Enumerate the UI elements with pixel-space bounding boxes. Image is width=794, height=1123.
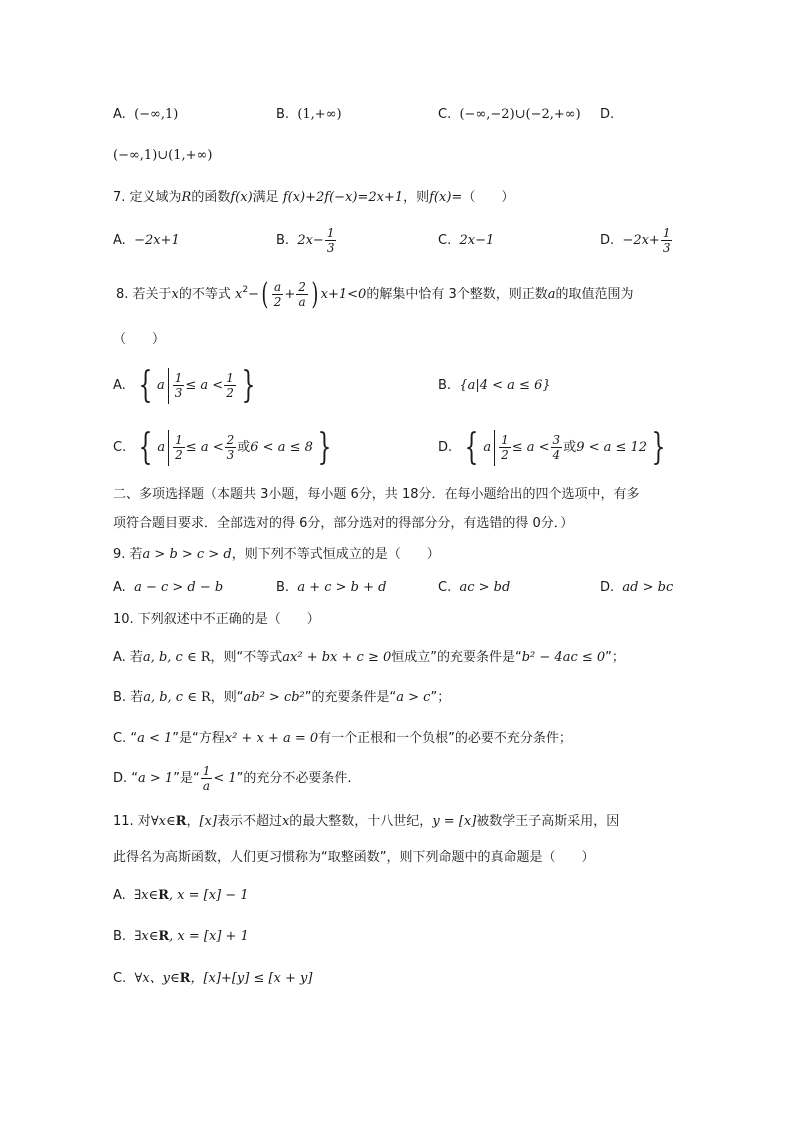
fraction: $\frac{1}{3}$	[662, 226, 671, 255]
q7-option-b: B. 2x− $\frac{1}{3}$	[276, 226, 335, 255]
q8-option-c: C. { a $\frac{1}{2}$ ≤ a < $\frac{2}{3}$ 或6 < a ≤ 8 }	[113, 426, 332, 468]
q7-option-a: A. −2x+1	[113, 233, 180, 248]
option-label: D.	[600, 107, 615, 122]
q9-option-c: C. ac > bd	[438, 580, 511, 595]
option-content: (1,+∞)	[297, 107, 342, 122]
question-11-stem-line-1: 11. 对∀x∈R，[x]表示不超过x的最大整数，十八世纪，y = [x]被数学王子高斯采用，因	[113, 814, 620, 829]
option-content: (−∞,1)∪(1,+∞)	[113, 148, 213, 163]
option-label: B.	[276, 107, 290, 122]
question-9-stem: 9. 若a > b > c > d，则下列不等式恒成立的是（ ）	[113, 547, 440, 562]
q7-option-c: C. 2x−1	[438, 233, 495, 248]
q6-option-b	[276, 105, 342, 125]
option-content: (−∞,−2)∪(−2,+∞)	[459, 107, 581, 122]
option-label: C.	[438, 107, 452, 122]
q10-statement-b: B. 若a, b, c ∈ R，则“ab² > cb²”的充要条件是“a > c”；	[113, 690, 451, 705]
q11-option-a: A. ∃x∈R, x = [x] − 1	[113, 888, 249, 903]
q11-option-b: B. ∃x∈R, x = [x] + 1	[113, 929, 249, 944]
question-11-stem-line-2: 此得名为高斯函数，人们更习惯称为“取整函数”，则下列命题中的真命题是（ ）	[113, 850, 595, 865]
q10-statement-c: C. “a < 1”是“方程x² + x + a = 0有一个正根和一个负根”的必要不充分条件；	[113, 731, 572, 746]
question-10-stem: 10. 下列叙述中不正确的是（ ）	[113, 612, 320, 627]
q9-option-d: D. ad > bc	[600, 580, 674, 595]
q10-statement-d: D. “a > 1”是“ $\frac{1}{a}$ < 1”的充分不必要条件.	[113, 764, 352, 793]
q7-option-d: D. −2x+ $\frac{1}{3}$	[600, 226, 671, 255]
q8-option-a: A. { a $\frac{1}{3}$ ≤ a < $\frac{1}{2}$ }	[113, 364, 256, 406]
q10-statement-a: A. 若a, b, c ∈ R，则“不等式ax² + bx + c ≥ 0恒成立”的充要条件是“b² − 4ac ≤ 0”；	[113, 650, 625, 665]
q8-option-d: D. { a $\frac{1}{2}$ ≤ a < $\frac{3}{4}$ 或9 < a ≤ 12 }	[438, 426, 666, 468]
q6-option-d-label	[600, 105, 614, 125]
question-8-paren: （ ）	[113, 332, 166, 347]
fraction: $\frac{1}{3}$	[326, 226, 335, 255]
section-2-instructions-line-2: 项符合题目要求．全部选对的得 6分，部分选对的得部分分，有选错的得 0分．）	[113, 516, 574, 531]
q9-option-a: A. a − c > d − b	[113, 580, 224, 595]
q11-option-c: C. ∀x、y∈R，[x]+[y] ≤ [x + y]	[113, 971, 313, 986]
q6-option-c	[438, 105, 581, 125]
q8-option-b: B. {a|4 < a ≤ 6}	[438, 378, 551, 393]
q6-option-d-content	[113, 146, 212, 166]
section-2-instructions-line-1: 二、多项选择题（本题共 3小题，每小题 6分，共 18分．在每小题给出的四个选项中，有多	[113, 487, 640, 502]
option-content: (−∞,1)	[134, 107, 179, 122]
q9-option-b: B. a + c > b + d	[276, 580, 387, 595]
q6-option-a	[113, 105, 178, 125]
question-7-stem: 7. 定义域为R的函数f(x)满足 f(x)+2f(−x)=2x+1，则f(x)=（ ）	[113, 190, 515, 205]
question-8-stem: 8. 若关于x的不等式 $x^2-$( $\frac{a}{2}$ + $\frac{2}{a}$ ) x+1<0的解集中恰有 3个整数，则正数a的取值范围为	[116, 276, 634, 312]
option-label: A.	[113, 107, 126, 122]
